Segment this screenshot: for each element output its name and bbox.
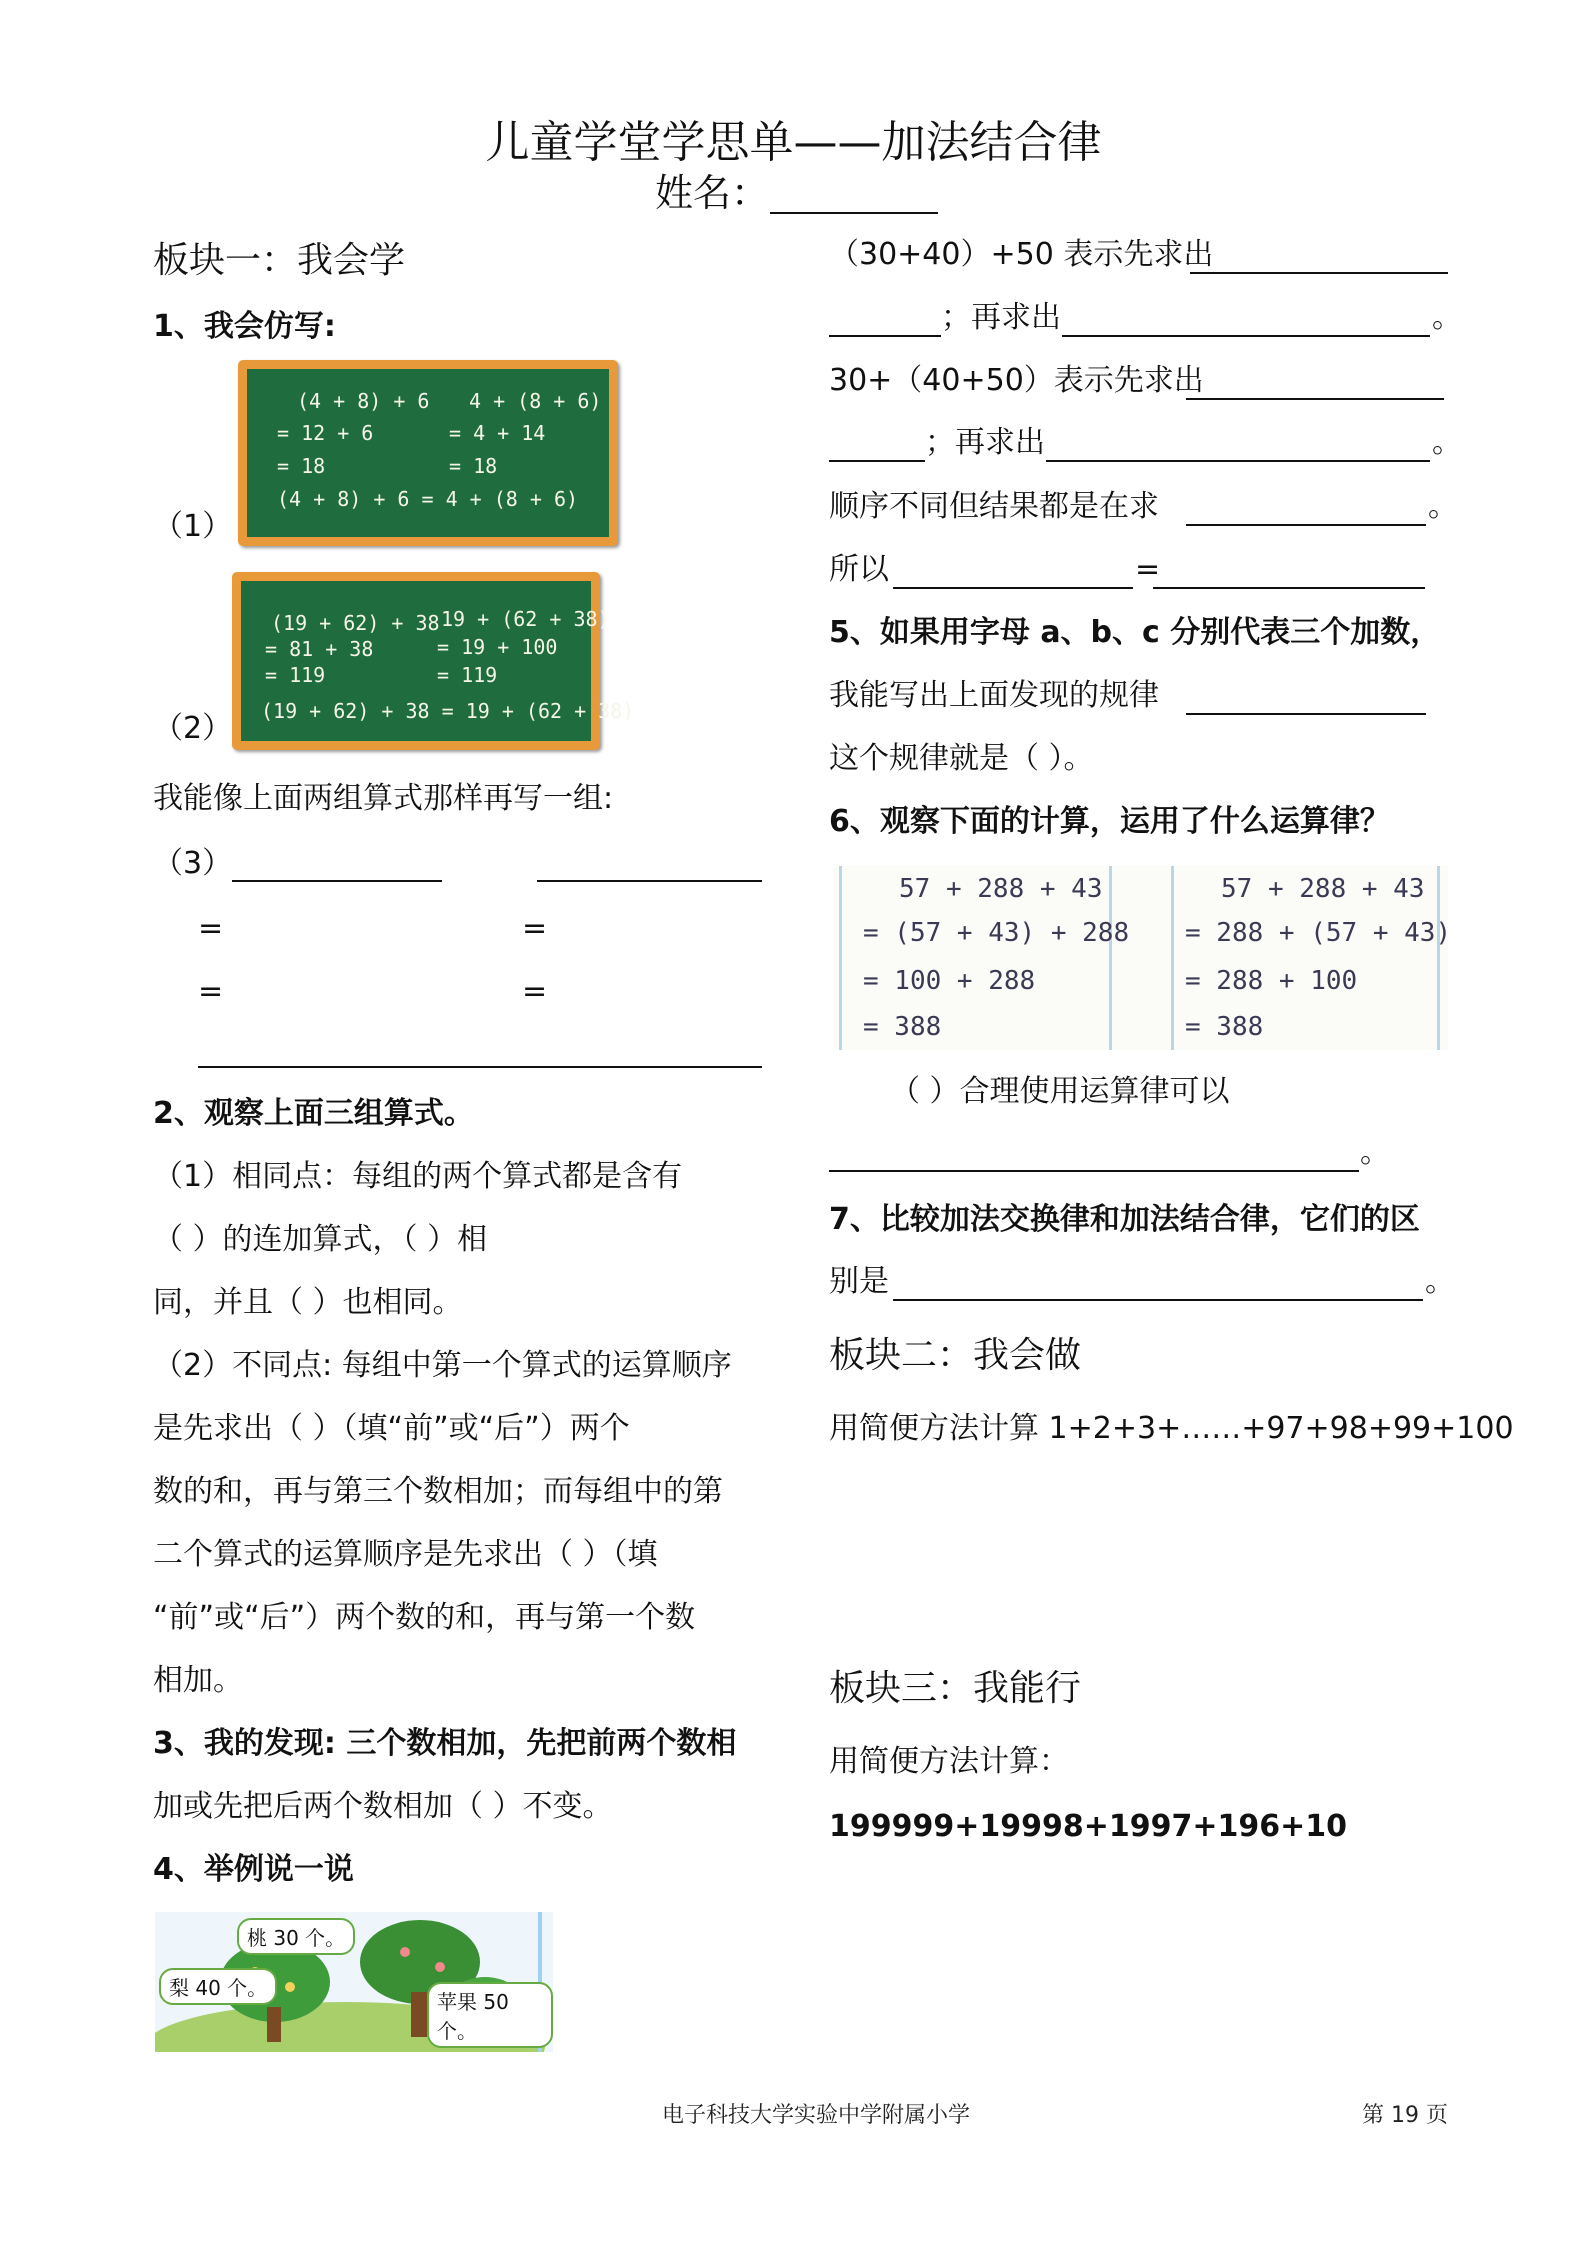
- q3-text: 3、我的发现: 三个数相加，先把前两个数相: [153, 1726, 737, 1761]
- section1-heading: 板块一：我会学: [153, 240, 406, 281]
- blank-r1-1[interactable]: [1190, 272, 1448, 274]
- equals-sign: =: [198, 974, 224, 1009]
- q5-text-2: 我能写出上面发现的规律: [829, 678, 1159, 713]
- q5-text-3: 这个规律就是（ ）。: [829, 741, 1094, 776]
- task3-expression: 199999+19998+1997+196+10: [829, 1809, 1348, 1844]
- blank-r1-2[interactable]: [829, 335, 941, 337]
- task2-text: 用简便方法计算 1+2+3+……+97+98+99+100: [829, 1411, 1514, 1446]
- blank-q6[interactable]: [829, 1170, 1359, 1172]
- q7-text-2: 别是: [829, 1264, 889, 1299]
- blank-q7[interactable]: [893, 1299, 1423, 1301]
- image-1-label: （1）: [153, 509, 233, 544]
- task3-text: 用简便方法计算：: [829, 1744, 1069, 1779]
- q5-text: 5、如果用字母 a、b、c 分别代表三个加数，: [829, 615, 1441, 650]
- q2-1-line: （ ）的连加算式，（ ）相: [153, 1222, 488, 1257]
- blank-r4-2[interactable]: [1153, 587, 1425, 589]
- blank-conclusion[interactable]: [198, 1066, 762, 1068]
- equals-sign: =: [198, 911, 224, 946]
- chalkboard-1: (4 + 8) + 6 4 + (8 + 6) = 12 + 6 = 4 + 14 = 18 = 18 (4 + 8) + 6 = 4 + (8 + 6): [238, 360, 618, 546]
- q3-label: （3）: [153, 846, 233, 881]
- equals-sign: =: [522, 911, 548, 946]
- image-2-label: （2）: [153, 711, 233, 746]
- q6-answer-text: （ ）合理使用运算律可以: [890, 1074, 1230, 1109]
- blank-q5[interactable]: [1186, 713, 1426, 715]
- q6-text: 6、观察下面的计算，运用了什么运算律？: [829, 804, 1390, 839]
- q7-text: 7、比较加法交换律和加法结合律，它们的区: [829, 1202, 1420, 1237]
- period: 。: [1432, 425, 1462, 460]
- q2-2-line: 二个算式的运算顺序是先求出（ ）（填: [153, 1537, 658, 1572]
- q4-text: 4、举例说一说: [153, 1852, 354, 1887]
- period: 。: [1425, 1264, 1455, 1299]
- blank-r2-1[interactable]: [1186, 398, 1444, 400]
- blank-r1-3[interactable]: [1062, 335, 1430, 337]
- blank-expr-left[interactable]: [232, 880, 442, 882]
- q3-text-2: 加或先把后两个数相加（ ）不变。: [153, 1789, 613, 1824]
- section3-heading: 板块三：我能行: [829, 1668, 1082, 1709]
- r2-second-text: ；再求出: [925, 425, 1045, 460]
- q2-2-line: 是先求出（ ）（填“前”或“后”）两个: [153, 1411, 630, 1446]
- r1-text: （30+40）+50 表示先求出: [829, 237, 1214, 272]
- name-blank[interactable]: [770, 212, 938, 214]
- q2-1-line: 同，并且（ ）也相同。: [153, 1285, 463, 1320]
- blank-expr-right[interactable]: [537, 880, 762, 882]
- q2-2-line: （2）不同点: 每组中第一个算式的运算顺序: [153, 1348, 732, 1383]
- page-title: 儿童学堂学思单——加法结合律: [485, 117, 1102, 168]
- peach-bubble: 桃 30 个。: [237, 1918, 355, 1955]
- section2-heading: 板块二：我会做: [829, 1335, 1082, 1376]
- blank-r3[interactable]: [1186, 524, 1426, 526]
- apple-bubble: 苹果 50 个。: [427, 1982, 553, 2048]
- r2-text: 30+（40+50）表示先求出: [829, 363, 1204, 398]
- name-label: 姓名：: [655, 171, 770, 215]
- q2-2-line: 数的和，再与第三个数相加；而每组中的第: [153, 1474, 723, 1509]
- footer-school: 电子科技大学实验中学附属小学: [662, 2103, 971, 2128]
- q2-1-line: （1）相同点：每组的两个算式都是含有: [153, 1159, 683, 1194]
- period: 。: [1360, 1135, 1390, 1170]
- r3-text: 顺序不同但结果都是在求: [829, 489, 1159, 524]
- period: 。: [1432, 300, 1462, 335]
- q2-2-line: “前”或“后”）两个数的和，再与第一个数: [153, 1600, 696, 1635]
- r1-second-text: ；再求出: [941, 300, 1061, 335]
- period: 。: [1428, 489, 1458, 524]
- write-prompt: 我能像上面两组算式那样再写一组:: [153, 781, 614, 816]
- chalkboard-2: (19 + 62) + 38 19 + (62 + 38) = 81 + 38 = 19 + 100 = 119 = 119 (19 + 62) + 38 = 19 + (62 + 38): [232, 572, 600, 750]
- r4-equals: =: [1135, 552, 1161, 587]
- q1-text: 1、我会仿写:: [153, 309, 336, 344]
- blank-r2-2[interactable]: [829, 460, 925, 462]
- footer-page-number: 第 19 页: [1362, 2103, 1448, 2128]
- blank-r2-3[interactable]: [1046, 460, 1430, 462]
- q2-2-line: 相加。: [153, 1663, 243, 1698]
- r4-text: 所以: [829, 552, 889, 587]
- q2-text: 2、观察上面三组算式。: [153, 1096, 474, 1131]
- calculation-image: 57 + 288 + 43 = (57 + 43) + 288 = 100 + 288 = 388 57 + 288 + 43 = 288 + (57 + 43) = 288 + 100 = 388: [833, 866, 1448, 1050]
- pear-bubble: 梨 40 个。: [159, 1968, 277, 2005]
- equals-sign: =: [522, 974, 548, 1009]
- orchard-illustration: [155, 1912, 553, 2052]
- blank-r4-1[interactable]: [893, 587, 1133, 589]
